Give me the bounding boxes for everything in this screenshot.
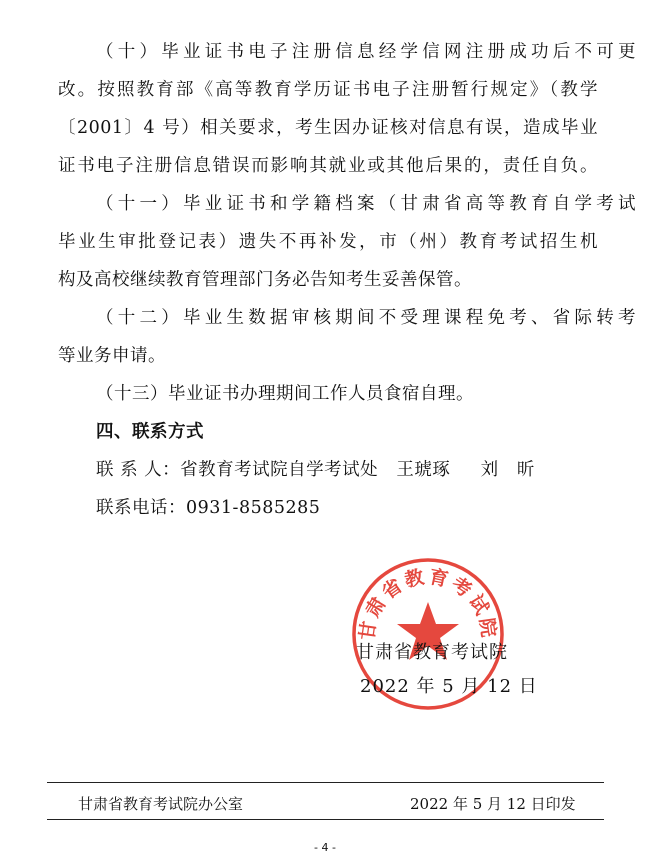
seal-text: 甘肃省教育考试院 (356, 565, 500, 642)
paragraph-line: 证书电子注册信息错误而影响其就业或其他后果的，责任自负。 (58, 156, 598, 176)
paragraph-line: （十一）毕业证书和学籍档案（甘肃省高等教育自学考试 (96, 194, 636, 214)
contact-phone-value: 0931-8585285 (186, 498, 321, 518)
paragraph-line: 等业务申请。 (58, 346, 166, 366)
contact-phone-label: 联系电话： (96, 498, 186, 518)
footer-print-date: 2022 年 5 月 12 日印发 (410, 795, 576, 813)
paragraph-line: （十二）毕业生数据审核期间不受理课程免考、省际转考 (96, 308, 636, 328)
signature-organization: 甘肃省教育考试院 (356, 642, 508, 663)
contact-person (96, 458, 636, 482)
paragraph-line: （十）毕业证书电子注册信息经学信网注册成功后不可更 (96, 42, 636, 62)
footer-bottom-rule (47, 819, 604, 820)
contact-phone (96, 496, 636, 520)
paragraph-line: 构及高校继续教育管理部门务必告知考生妥善保管。 (58, 270, 472, 290)
paragraph-line: 改。按照教育部《高等教育学历证书电子注册暂行规定》（教学 (58, 80, 598, 100)
signature-date: 2022 年 5 月 12 日 (360, 676, 538, 697)
page-number: - 4 - (314, 841, 336, 854)
paragraph-line: 〔2001〕4 号）相关要求，考生因办证核对信息有误，造成毕业 (58, 118, 598, 138)
paragraph-line: （十三）毕业证书办理期间工作人员食宿自理。 (96, 384, 474, 404)
footer-office: 甘肃省教育考试院办公室 (78, 795, 244, 813)
paragraph-line: 毕业生审批登记表）遗失不再补发，市（州）教育考试招生机 (58, 232, 598, 252)
contact-person-value: 省教育考试院自学考试处 王琥琢 刘 昕 (180, 460, 535, 480)
section-heading: 四、联系方式 (96, 422, 204, 442)
contact-person-label: 联 系 人： (96, 460, 181, 480)
footer-top-rule (47, 782, 604, 783)
